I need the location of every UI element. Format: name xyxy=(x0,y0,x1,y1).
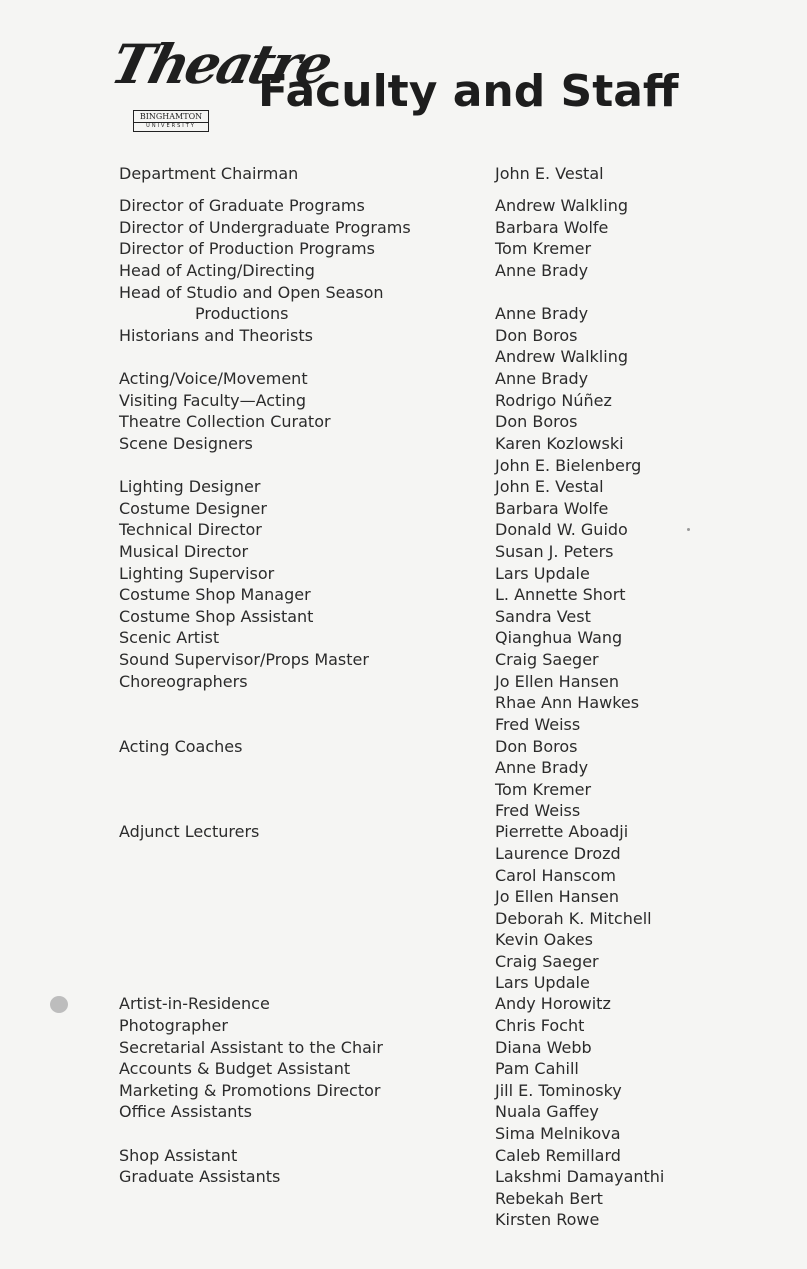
person-name: Sandra Vest xyxy=(495,607,591,626)
logo-university-box xyxy=(133,110,209,132)
person-name: Lars Updale xyxy=(495,564,590,583)
person-name: L. Annette Short xyxy=(495,585,626,604)
role-label: Historians and Theorists xyxy=(119,326,313,345)
role-label: Lighting Supervisor xyxy=(119,564,275,583)
person-name: Kirsten Rowe xyxy=(495,1210,600,1229)
role-label: Costume Designer xyxy=(119,499,267,518)
role-label: Theatre Collection Curator xyxy=(119,412,331,431)
person-name: Sima Melnikova xyxy=(495,1124,621,1143)
person-name: Deborah K. Mitchell xyxy=(495,909,652,928)
role-label: Musical Director xyxy=(119,542,249,561)
person-name: Anne Brady xyxy=(495,369,589,388)
person-name: Anne Brady xyxy=(495,261,589,280)
person-name: Don Boros xyxy=(495,326,578,345)
person-name: Fred Weiss xyxy=(495,801,581,820)
person-name: John E. Bielenberg xyxy=(495,456,642,475)
logo-script: Theatre xyxy=(105,32,337,96)
person-name: Andrew Walkling xyxy=(495,196,628,215)
person-name: Rodrigo Núñez xyxy=(495,391,612,410)
role-label: Choreographers xyxy=(119,672,248,691)
person-name: Anne Brady xyxy=(495,758,589,777)
role-label: Accounts & Budget Assistant xyxy=(119,1059,351,1078)
person-name: Tom Kremer xyxy=(495,239,592,258)
role-label: Scenic Artist xyxy=(119,628,220,647)
person-name: Jo Ellen Hansen xyxy=(495,887,619,906)
person-name: Jill E. Tominosky xyxy=(495,1081,622,1100)
person-name: Lakshmi Damayanthi xyxy=(495,1167,665,1186)
role-label: Scene Designers xyxy=(119,434,253,453)
logo-line-2: UNIVERSITY xyxy=(134,122,208,129)
role-label: Photographer xyxy=(119,1016,228,1035)
role-label: Director of Production Programs xyxy=(119,239,375,258)
person-name: Carol Hanscom xyxy=(495,866,617,885)
person-name: Kevin Oakes xyxy=(495,930,593,949)
role-label: Graduate Assistants xyxy=(119,1167,281,1186)
logo-line-1: BINGHAMTON xyxy=(139,112,203,121)
role-label: Shop Assistant xyxy=(119,1146,238,1165)
page-title: Faculty and Staff xyxy=(258,66,679,117)
person-name: Barbara Wolfe xyxy=(495,218,609,237)
role-label: Visiting Faculty—Acting xyxy=(119,391,307,410)
person-name: Diana Webb xyxy=(495,1038,592,1057)
person-name: Qianghua Wang xyxy=(495,628,623,647)
role-label: Head of Acting/Directing xyxy=(119,261,315,280)
role-label: Director of Undergraduate Programs xyxy=(119,218,411,237)
person-name: Chris Focht xyxy=(495,1016,585,1035)
role-label: Acting Coaches xyxy=(119,737,243,756)
role-label: Adjunct Lecturers xyxy=(119,822,260,841)
person-name: Don Boros xyxy=(495,737,578,756)
person-name: Rebekah Bert xyxy=(495,1189,603,1208)
paper-dot xyxy=(687,528,690,531)
role-label: Secretarial Assistant to the Chair xyxy=(119,1038,383,1057)
person-name: John E. Vestal xyxy=(495,164,604,183)
person-name: Andrew Walkling xyxy=(495,347,628,366)
person-name: Susan J. Peters xyxy=(495,542,614,561)
person-name: Pierrette Aboadji xyxy=(495,822,629,841)
role-label: Sound Supervisor/Props Master xyxy=(119,650,369,669)
person-name: Laurence Drozd xyxy=(495,844,621,863)
person-name: Lars Updale xyxy=(495,973,590,992)
role-label: Technical Director xyxy=(119,520,262,539)
person-name: Jo Ellen Hansen xyxy=(495,672,619,691)
role-label: Costume Shop Manager xyxy=(119,585,311,604)
person-name: Caleb Remillard xyxy=(495,1146,621,1165)
role-label: Costume Shop Assistant xyxy=(119,607,314,626)
person-name: Pam Cahill xyxy=(495,1059,579,1078)
role-label: Office Assistants xyxy=(119,1102,253,1121)
person-name: Rhae Ann Hawkes xyxy=(495,693,640,712)
person-name: Karen Kozlowski xyxy=(495,434,624,453)
role-label: Productions xyxy=(195,304,289,323)
role-label: Head of Studio and Open Season xyxy=(119,283,384,302)
theatre-logo xyxy=(105,32,337,134)
person-name: Fred Weiss xyxy=(495,715,581,734)
person-name: Don Boros xyxy=(495,412,578,431)
role-label: Marketing & Promotions Director xyxy=(119,1081,381,1100)
role-label: Artist-in-Residence xyxy=(119,994,270,1013)
person-name: Nuala Gaffey xyxy=(495,1102,599,1121)
person-name: Craig Saeger xyxy=(495,952,599,971)
role-label: Lighting Designer xyxy=(119,477,261,496)
person-name: John E. Vestal xyxy=(495,477,604,496)
person-name: Anne Brady xyxy=(495,304,589,323)
paper-speck xyxy=(50,996,68,1013)
role-label: Department Chairman xyxy=(119,164,299,183)
person-name: Andy Horowitz xyxy=(495,994,611,1013)
person-name: Barbara Wolfe xyxy=(495,499,609,518)
person-name: Donald W. Guido xyxy=(495,520,628,539)
person-name: Tom Kremer xyxy=(495,780,592,799)
role-label: Acting/Voice/Movement xyxy=(119,369,308,388)
person-name: Craig Saeger xyxy=(495,650,599,669)
role-label: Director of Graduate Programs xyxy=(119,196,365,215)
